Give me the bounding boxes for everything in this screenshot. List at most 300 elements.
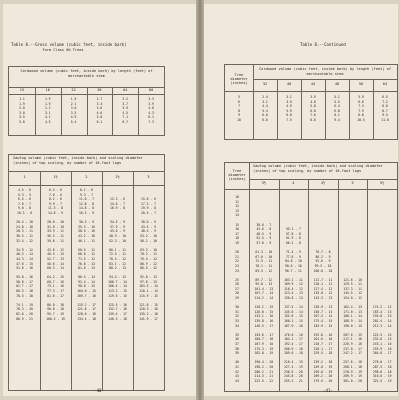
table-cell: 268.1 - 18: [343, 364, 362, 369]
table-cell: 106.0 - 10: [313, 268, 333, 273]
table-cell: 84.0 - 10: [285, 259, 302, 264]
table-cell: 180.1 - 14: [343, 314, 362, 319]
column-header: 5: [351, 181, 354, 185]
table-cell: 86.2 - 9: [315, 254, 331, 259]
table-cell: 35.3 - 10: [78, 224, 95, 229]
table-cell: 7.2: [382, 99, 388, 104]
table-cell: 4.5: [122, 110, 129, 115]
table-cell: 255.2 - 21: [284, 378, 303, 383]
table-cell: 137.5 - 14: [284, 305, 303, 310]
table-cell: 146.5 - 17: [254, 323, 274, 328]
row-stub: 16: [235, 227, 239, 232]
table-cell: 4.5: [44, 119, 51, 124]
table-cell: 264.8 - 17: [372, 351, 392, 356]
table-cell: 3.5: [70, 110, 77, 115]
table-cell: 16.3 - 9: [79, 210, 94, 215]
table-cell: 71.4 - 9: [285, 250, 301, 255]
table-cell: 128.9 - 16: [139, 307, 158, 312]
table-cell: 310.6 - 19: [372, 374, 392, 379]
table-cell: 90.8 - 18: [47, 307, 64, 312]
row-stub: 5: [238, 95, 240, 99]
table-cell: 115.9 - 15: [139, 293, 158, 298]
table-cell: 95.7 - 19: [47, 312, 64, 317]
table-cell: 183.4 - 13: [372, 309, 392, 314]
table-cell: 10.3 - 8: [17, 210, 32, 215]
table-cell: 152.6 - 15: [284, 314, 303, 319]
table-cell: 14.6 - 7: [110, 201, 125, 206]
table-cell: 15.0 - 6: [141, 197, 156, 202]
cordwood-rows-continued: [225, 95, 397, 123]
table-cell: 6.7: [122, 119, 129, 124]
table-cell: 135.0 - 12: [313, 291, 333, 296]
table-cell: 4.6: [96, 110, 103, 115]
table-cell: 9.5: [382, 113, 388, 118]
table-cell: 3.5: [19, 115, 25, 120]
table-cell: 7.1: [122, 115, 129, 120]
table-cell: 38.0 - 7: [256, 222, 272, 227]
table-cell: 89.7 - 12: [255, 277, 273, 282]
table-cell: 176.0 - 16: [284, 332, 303, 337]
cordwood-header: [9, 67, 164, 88]
table-cell: 146.3 - 18: [108, 316, 127, 321]
column-header: 15: [19, 88, 25, 92]
table-cell: 1.9: [44, 97, 51, 101]
table-cell: 70.3 - 18: [16, 293, 33, 298]
table-cell: 7.6: [310, 113, 316, 118]
table-cell: 57.0 - 9: [256, 240, 272, 245]
table-cell: 125.5 - 16: [108, 302, 127, 307]
table-cell: 128.0 - 18: [77, 312, 96, 317]
table-cell: 184.1 - 17: [284, 337, 303, 342]
sawlog-rows: [9, 188, 164, 321]
table-cell: 92.4 - 14: [78, 279, 95, 284]
table-cell: 287.3 - 18: [372, 364, 392, 369]
row-stub: 11: [235, 199, 239, 204]
table-cell: 20.4 - 10: [16, 220, 33, 225]
row-stub: 42: [235, 369, 239, 374]
table-cell: 3.0: [70, 106, 77, 111]
table-cell: 5.3 - 5: [17, 192, 32, 197]
table-cell: 81.6 - 13: [78, 266, 95, 271]
table-cell: 55.1 - 7: [285, 227, 301, 232]
table-cell: 3.9: [310, 95, 316, 99]
column-header: 32: [262, 82, 268, 86]
column-header: 56: [358, 82, 364, 86]
row-stub: 14: [235, 213, 239, 218]
row-stub: 20: [235, 250, 239, 255]
table-cell: 121.8 - 17: [77, 307, 96, 312]
table-cell: 86.5 - 12: [140, 266, 157, 271]
table-cell: 130.8 - 13: [284, 296, 303, 301]
table-cell: 289.9 - 19: [343, 374, 362, 379]
row-stub: 8: [238, 108, 240, 113]
table-cell: 5.9: [286, 108, 292, 113]
table-cell: 4.3: [148, 110, 154, 115]
table-cell: 72.5 - 11: [109, 252, 126, 257]
table-cell: 7.9: [358, 108, 364, 113]
table-cell: 100.7 - 14: [108, 279, 127, 284]
table-cell: 193.0 - 13: [372, 314, 392, 319]
table-title: Table 8.--Gross volume (cubic feet, inside bark): [11, 42, 127, 47]
table-cell: 3.3: [148, 97, 154, 101]
table-cell: 5.1: [334, 95, 340, 99]
row-stub: 29: [235, 296, 239, 301]
table-cell: 160.1 - 15: [284, 319, 303, 324]
table-cell: 269.2 - 20: [313, 374, 333, 379]
table-cell: 43.6 - 8: [256, 227, 272, 232]
table-cell: 4.9: [286, 104, 292, 109]
column-header: 16: [45, 88, 50, 92]
table-cell: 8.2 - 6: [48, 197, 63, 202]
table-cell: 52.5 - 9: [256, 236, 272, 241]
table-cell: 92.6 - 9: [315, 259, 331, 264]
table-cell: 36.5 - 11: [47, 233, 64, 238]
sawlog-header-text: Sawlog volume (cubic feet, inside bark) and scaling diameter (inches) of top scaling, by number of 16-foot logs: [13, 156, 143, 165]
table-cell: 2.4: [262, 95, 268, 99]
row-stub: 19: [235, 240, 239, 245]
table-cell: 222.5 - 15: [372, 332, 392, 337]
table-cell: 1.9: [44, 101, 51, 106]
table-cell: 5.4: [70, 119, 77, 124]
table-cell: 4.4: [262, 104, 268, 109]
table-cell: 7.3: [148, 119, 154, 124]
table-cell: 245.8 - 20: [284, 374, 303, 379]
column-header: 64: [123, 88, 128, 92]
table-cell: 243.1 - 16: [372, 342, 392, 346]
row-stub: 36: [235, 337, 239, 342]
table-cell: 5.9: [358, 95, 364, 99]
table-cell: 63.3 - 10: [140, 247, 157, 252]
table-cell: 119.5 - 15: [108, 293, 127, 298]
table-cell: 86.5 - 14: [78, 275, 95, 280]
table-cell: 182.8 - 19: [254, 351, 274, 356]
column-header: 3½: [261, 181, 266, 185]
column-header: 4½: [320, 181, 326, 185]
page-number: -40-: [94, 388, 104, 393]
table-cell: 198.0 - 15: [343, 323, 362, 328]
table-cell: 43.6 - 9: [110, 229, 125, 234]
table-cell: 139.4 - 17: [108, 312, 127, 317]
table-cell: 192.4 - 17: [284, 342, 303, 346]
table-cell: 3.6: [96, 106, 103, 111]
table-cell: 20.5 - 7: [141, 210, 156, 215]
table-cell: 38.0 - 9: [141, 220, 156, 225]
table-cell: 222.5 - 22: [254, 378, 274, 383]
table-cell: 68.7 - 16: [47, 279, 64, 284]
table-cell: 99.3 - 10: [314, 263, 332, 268]
table-cell: 24.8 - 10: [16, 224, 33, 229]
table-cell: 3.1: [286, 95, 292, 99]
table-cell: 322.5 - 19: [372, 378, 392, 383]
column-header: 40: [286, 82, 292, 86]
table-cell: 28.3 - 11: [16, 229, 33, 234]
table-cell: 33.9 - 11: [47, 229, 64, 234]
table-cell: 11.3 - 8: [48, 206, 63, 211]
row-stub: 38: [235, 346, 239, 351]
table-cell: 109.9 - 12: [284, 282, 303, 287]
table-cell: 90.6 - 10: [285, 263, 302, 268]
table-cell: 175.4 - 15: [313, 319, 333, 324]
table-cell: 217.1 - 16: [343, 337, 362, 342]
table-cell: 12.3 - 6: [110, 197, 125, 202]
table-cell: 4.1: [44, 115, 51, 120]
sawlog-table: [8, 154, 165, 391]
table-cell: 227.3 - 19: [284, 364, 303, 369]
table-cell: 127.4 - 12: [313, 286, 333, 291]
table-cell: 66.1 - 11: [109, 247, 126, 252]
table-cell: 17.3 - 7: [141, 201, 156, 206]
table-cell: 143.3 - 13: [313, 296, 333, 301]
table-cell: 37.9 - 9: [110, 224, 125, 229]
row-stub: 35: [235, 332, 239, 337]
table-cell: 112.7 - 11: [313, 277, 333, 282]
row-stub: 18: [235, 236, 239, 241]
table-cell: 97.8 - 13: [140, 279, 157, 284]
table-cell: 43.5 - 9: [141, 224, 156, 229]
table-cell: 206.2 - 21: [254, 369, 274, 374]
row-stub: 6: [238, 99, 240, 104]
table-cell: 162.4 - 13: [343, 305, 362, 310]
table-cell: 3.4: [96, 101, 103, 106]
table-cell: 66.2 - 8: [285, 240, 301, 245]
table-cell: 3.8: [19, 119, 25, 124]
column-header: 3: [147, 175, 150, 179]
table-cell: 183.9 - 15: [313, 323, 333, 328]
table-cell: 7.0 - 6: [48, 192, 63, 197]
table-title-continued: Table 8.--Continued: [300, 42, 346, 47]
table-cell: 6.6: [358, 99, 364, 104]
table-cell: 94.4 - 13: [109, 275, 126, 280]
table-cell: 218.4 - 19: [284, 360, 303, 365]
table-cell: 44.3 - 14: [16, 256, 33, 261]
table-cell: 9.0 - 8: [17, 206, 32, 211]
column-header: 64: [382, 82, 388, 86]
table-cell: 249.0 - 19: [313, 364, 333, 369]
table-cell: 3.9: [286, 99, 292, 104]
table-cell: 48.9 - 10: [109, 233, 126, 238]
table-cell: 43.8 - 12: [47, 247, 64, 252]
table-cell: 247.2 - 17: [343, 351, 362, 356]
table-cell: 145.5 - 12: [343, 291, 362, 296]
table-cell: 154.0 - 12: [343, 296, 362, 301]
sawlog-rows-continued: [225, 195, 397, 383]
table-cell: 141.9 - 17: [139, 316, 158, 321]
stub-header-2: Tree diameter (inches): [228, 169, 246, 182]
column-header: 32: [71, 88, 76, 92]
row-stub: 17: [235, 231, 239, 236]
table-cell: 2.7: [96, 97, 103, 101]
table-cell: 188.9 - 14: [343, 319, 362, 324]
table-cell: 167.2 - 14: [313, 314, 333, 319]
table-cell: 78.3 - 20: [16, 307, 33, 312]
table-cell: 83.1 - 12: [109, 261, 126, 266]
table-subtitle: Form Class 80 Trees: [42, 48, 84, 52]
table-cell: 4.5 - 6: [17, 188, 32, 192]
right-page: [204, 4, 398, 396]
table-cell: 126.8 - 15: [254, 309, 274, 314]
row-stub: 22: [235, 259, 239, 264]
table-cell: 39.8 - 11: [47, 238, 64, 243]
table-cell: 43.2 - 10: [78, 233, 95, 238]
row-stub: 13: [235, 208, 239, 213]
table-cell: 174.2 - 12: [372, 305, 392, 310]
table-cell: 8.8: [358, 113, 364, 118]
row-stub: 32: [235, 314, 239, 319]
table-cell: 257.6 - 18: [343, 360, 362, 365]
table-cell: 123.4 - 13: [284, 291, 303, 296]
table-cell: 139.8 - 16: [254, 319, 274, 324]
cordwood-table: [8, 66, 165, 136]
cordwood-header-text: Cordwood volume (cubic feet, inside bark) by length (feet) of merchantable stem: [20, 69, 153, 78]
table-cell: 153.6 - 17: [254, 332, 274, 337]
row-stub: 24: [235, 268, 239, 273]
table-cell: 30.3 - 9: [79, 220, 94, 225]
table-cell: 158.7 - 14: [313, 309, 333, 314]
table-cell: 78.4 - 12: [109, 256, 126, 261]
table-row: [225, 379, 397, 384]
table-cell: 57.8 - 8: [285, 231, 301, 236]
table-cell: 78.7 - 8: [315, 250, 331, 255]
table-cell: 3.1: [262, 99, 268, 104]
table-cell: 48.4 - 9: [141, 229, 156, 234]
column-header: 2½: [115, 175, 120, 179]
row-stub: 41: [235, 364, 239, 369]
table-cell: 11.0: [381, 117, 389, 122]
table-cell: 96.7 - 11: [285, 268, 302, 273]
table-cell: 301.0 - 20: [343, 378, 362, 383]
table-cell: 32.4 - 12: [16, 238, 33, 243]
table-cell: 60.5 - 11: [78, 247, 95, 252]
row-stub: 34: [235, 323, 239, 328]
table-cell: 6.4 - 6: [48, 188, 63, 192]
table-cell: 2.2: [44, 106, 51, 111]
page-number-right: -41-: [323, 388, 333, 393]
table-cell: 175.3 - 19: [254, 346, 274, 351]
table-cell: 6.8: [310, 108, 316, 113]
table-cell: 82.6 - 20: [16, 312, 33, 317]
row-stub: 7: [238, 104, 240, 109]
table-cell: 8.0: [382, 104, 388, 109]
row-stub: 10: [235, 195, 239, 199]
table-cell: 229.5 - 18: [313, 351, 333, 356]
row-stub: 43: [235, 374, 239, 379]
table-cell: 81.6 - 17: [47, 293, 64, 298]
table-cell: 109.7 - 16: [77, 293, 96, 298]
cordwood-header-text-continued: Cordwood volume (cubic feet, inside bark) by length (feet) of merchantable stem: [259, 67, 391, 76]
table-cell: 8.1: [334, 113, 340, 118]
table-cell: 253.9 - 16: [372, 346, 392, 351]
table-cell: 121.8 - 15: [139, 302, 158, 307]
column-header: 2: [85, 175, 88, 179]
table-cell: 19.9 - 8: [141, 206, 156, 211]
table-cell: 107.7 - 14: [254, 291, 274, 296]
table-cell: 6.4: [334, 104, 340, 109]
sawlog-header-text-continued: Sawlog volume (cubic feet, inside bark) and scaling diameter (inches) of top scaling, by number of 16-foot logs: [253, 164, 383, 173]
table-cell: 53.2 - 10: [140, 233, 157, 238]
sawlog-header-continued: [249, 163, 397, 180]
table-cell: 60.3 - 14: [47, 266, 64, 271]
table-cell: 226.9 - 16: [343, 342, 362, 346]
table-cell: 72.5 - 11: [255, 259, 273, 264]
table-cell: 134.4 - 18: [77, 316, 96, 321]
table-cell: 14.8 - 8: [79, 206, 94, 211]
table-cell: 104.0 - 15: [77, 289, 96, 294]
row-stub: 33: [235, 319, 239, 324]
table-cell: 120.1 - 11: [313, 282, 333, 287]
row-stub: 21: [235, 254, 239, 259]
table-cell: 103.5 - 14: [139, 284, 158, 289]
table-cell: 66.0 - 12: [78, 252, 95, 257]
row-stub: 23: [235, 263, 239, 268]
row-stub: 37: [235, 342, 239, 346]
cordwood-header-continued: [253, 65, 397, 80]
table-cell: 55.0 - 16: [16, 275, 33, 280]
table-cell: 30.5 - 11: [16, 233, 33, 238]
table-cell: 6.8: [286, 113, 292, 118]
table-cell: 92.0 - 13: [140, 275, 157, 280]
table-cell: 67.0 - 10: [255, 254, 273, 259]
table-cell: 135.2 - 16: [139, 312, 158, 317]
table-cell: 73.1 - 16: [47, 284, 64, 289]
table-cell: 167.9 - 18: [254, 342, 274, 346]
table-cell: 38.5 - 10: [78, 229, 95, 234]
table-cell: 4.8: [310, 99, 316, 104]
table-cell: 167.9 - 16: [284, 323, 303, 328]
table-row: [225, 118, 397, 123]
table-cell: 64.2 - 15: [47, 275, 64, 280]
table-cell: 66.3 - 18: [16, 289, 33, 294]
table-cell: 95.8 - 13: [255, 282, 273, 287]
row-stub: 31: [235, 309, 239, 314]
sawlog-columns: [9, 171, 164, 186]
column-header: 36: [97, 88, 102, 92]
table-cell: 1.1: [19, 97, 25, 101]
table-cell: 120.2 - 15: [254, 305, 274, 310]
table-cell: 46.1 - 11: [78, 238, 95, 243]
table-cell: 2.1: [70, 101, 77, 106]
table-cell: 114.2 - 14: [254, 296, 274, 301]
table-cell: 116.4 - 12: [284, 286, 303, 291]
row-stub: 9: [238, 113, 240, 118]
column-header: 80: [148, 88, 154, 92]
row-stub: 39: [235, 351, 239, 356]
table-cell: 6.1: [96, 119, 103, 124]
table-cell: 12.8 - 8: [79, 201, 94, 206]
table-cell: 77.3 - 17: [47, 289, 64, 294]
row-stub: 12: [235, 204, 239, 209]
table-cell: 8.7: [382, 108, 388, 113]
stub-header: Tree diameter (inches): [230, 73, 248, 86]
table-cell: 198.2 - 20: [254, 364, 274, 369]
table-cell: 5.5: [334, 99, 340, 104]
table-cell: 115.2 - 17: [77, 302, 96, 307]
table-cell: 101.4 - 13: [254, 286, 274, 291]
table-cell: 7.6 - 7: [17, 201, 32, 206]
table-cell: 5.8: [310, 104, 316, 109]
table-cell: 145.0 - 14: [284, 309, 303, 314]
table-cell: 11.0 - 7: [79, 197, 94, 202]
table-cell: 7.3: [358, 104, 364, 109]
table-cell: 76.8 - 13: [78, 261, 95, 266]
table-cell: 6.1: [148, 115, 154, 120]
column-header: 44: [310, 82, 316, 86]
table-cell: 237.0 - 17: [343, 346, 362, 351]
table-cell: 207.6 - 15: [343, 332, 362, 337]
table-cell: 276.0 - 17: [372, 360, 392, 365]
row-stub: 27: [235, 286, 239, 291]
table-cell: 61.3 - 10: [255, 250, 273, 255]
table-cell: 86.0 - 18: [47, 302, 64, 307]
